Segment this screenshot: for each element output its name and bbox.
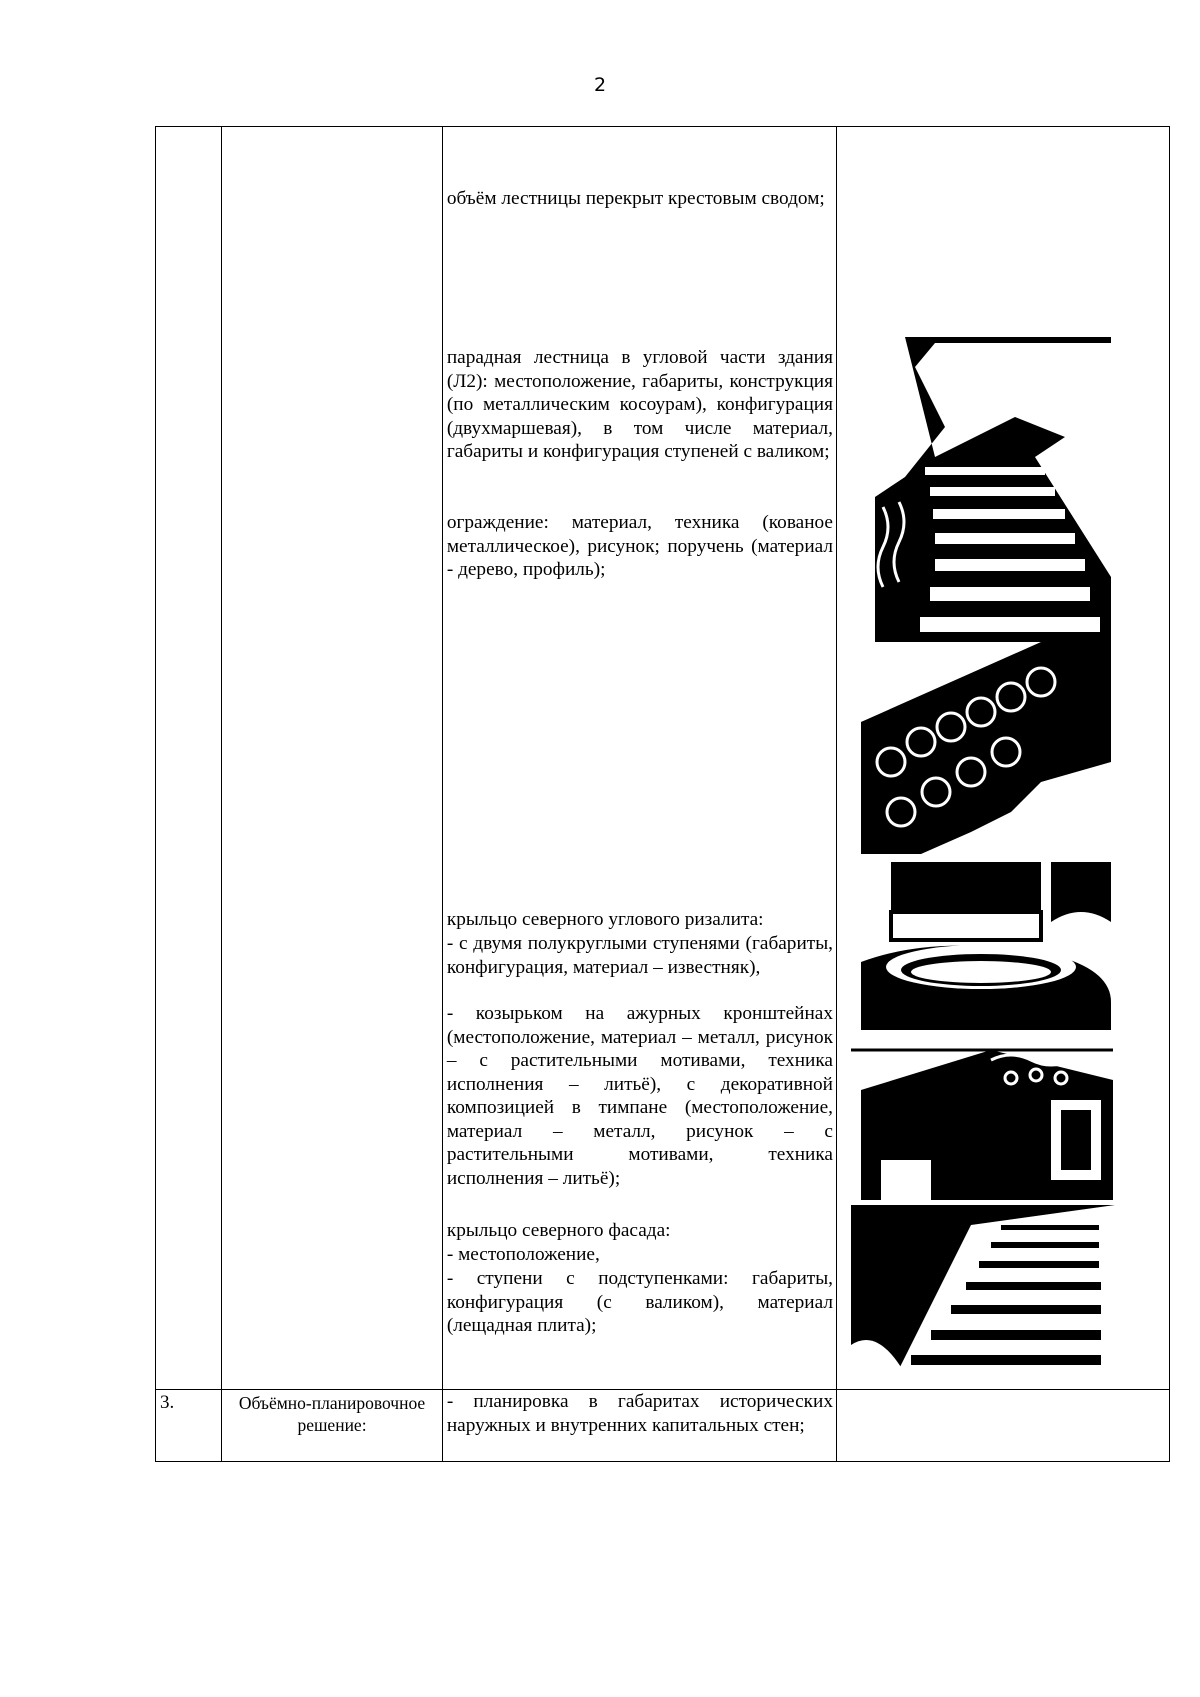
text-location: - местоположение, [446, 1244, 600, 1265]
photo-north-porch-icon [851, 1205, 1115, 1385]
row-number: 3. [160, 1392, 175, 1413]
row-number-cell [156, 1390, 222, 1462]
text-canopy: - козырьком на ажурных кронштейнах (местоположение, материал – металл, рисунок – с растительными мотивами, техника исполнения – литьё), с декоративной композицией в тимпане (местоположение, материал – металл, рисунок – с растительными мотивами, техника исполнения – литьё); [446, 1003, 833, 1189]
row-title-cell [222, 127, 443, 1390]
text-semicircle-steps: - с двумя полукруглыми ступенями (габариты, конфигурация, материал – известняк), [446, 933, 833, 978]
text-layout: - планировка в габаритах исторических наружных и внутренних капитальных стен; [446, 1391, 833, 1436]
row-title-cell [222, 1390, 443, 1462]
row-title: Объёмно-планировочное решение: [238, 1393, 426, 1435]
row-title [222, 127, 442, 129]
text-corner-porch: крыльцо северного углового ризалита: [446, 909, 764, 930]
photo-cell-empty [836, 1390, 1169, 1462]
description-cell [442, 127, 836, 1390]
document-table [155, 126, 1170, 1462]
photo-canopy-icon [851, 1030, 1113, 1200]
text-main-staircase: парадная лестница в угловой части здания (Л2): местоположение, габариты, конструкция (по металлическим косоурам), конфигурация (двухмаршевая), в том числе материал, габариты и конфигурация ступеней с валиком; [446, 347, 833, 462]
text-railing: ограждение: материал, техника (кованое металлическое), рисунок; поручень (материал - дерево, профиль); [446, 512, 833, 580]
photo-cell [836, 127, 1169, 1390]
table-row [156, 1390, 1170, 1462]
photo-railing-icon [861, 642, 1111, 854]
text-vault: объём лестницы перекрыт крестовым сводом; [446, 188, 825, 209]
text-north-porch: крыльцо северного фасада: [446, 1220, 671, 1241]
table-row [156, 127, 1170, 1390]
description-cell [442, 1390, 836, 1462]
row-number-cell [156, 127, 222, 1390]
page-number: 2 [593, 74, 607, 96]
photo-staircase-icon [875, 337, 1111, 643]
row-number [156, 127, 221, 131]
photo-porch-steps-icon [861, 862, 1111, 1032]
text-steps: - ступени с подступенками: габариты, конфигурация (с валиком), материал (лещадная плита); [446, 1268, 833, 1336]
